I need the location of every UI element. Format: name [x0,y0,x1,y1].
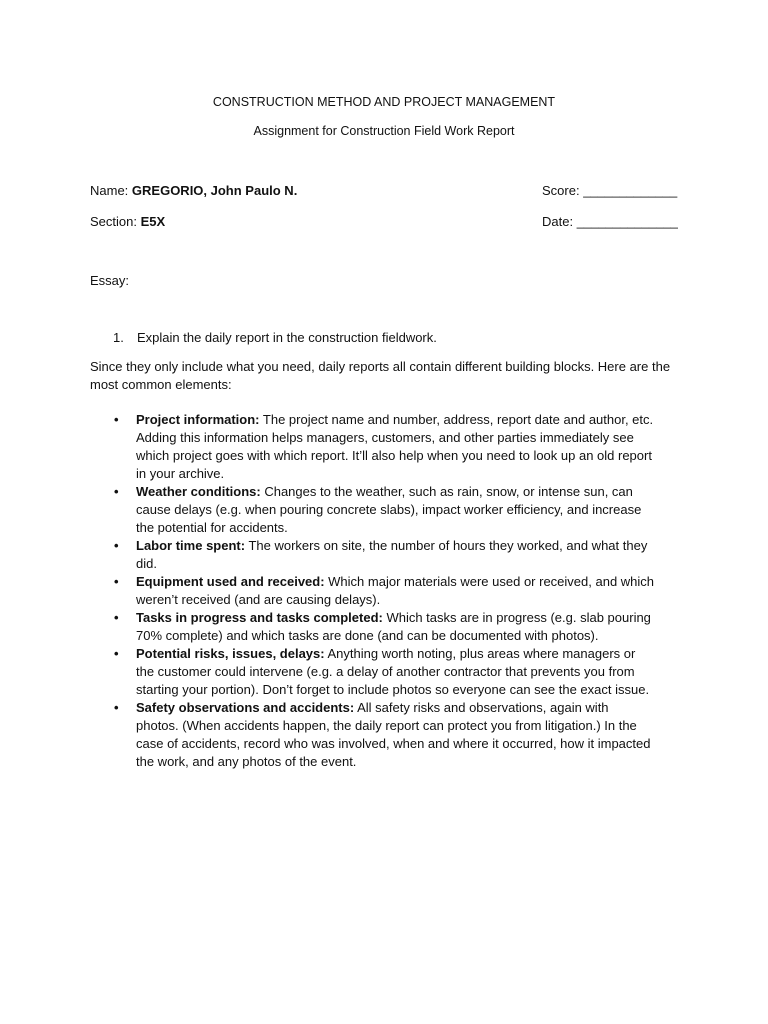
name-label: Name: [90,183,132,198]
section-field [90,213,165,231]
document-subtitle: Assignment for Construction Field Work Report [253,124,515,138]
bullet-icon: • [114,646,119,661]
document-title: CONSTRUCTION METHOD AND PROJECT MANAGEMENT [212,95,556,109]
list-item [114,483,654,537]
question-number: 1. [113,330,124,345]
item-text: All safety risks and observations, again with photos. (When accidents happen, the daily report can protect you from litigation.) In the case of accidents, record who was involved, when and where it occurred, how it impacted the work, and any photos of the event. [136,700,651,769]
item-text: The workers on site, the number of hours they worked, and what they did. [136,538,648,571]
item-heading: Safety observations and accidents: [136,700,355,715]
bullet-icon: • [114,700,119,715]
bullet-icon: • [114,484,119,499]
name-field [90,182,297,200]
item-text: The project name and number, address, report date and author, etc. Adding this information helps managers, customers, and other parties immediately see which project goes with which report. It’ll also help when you need to look up an old report in your archive. [136,412,654,481]
score-label: Score: [542,183,584,198]
list-item [114,699,654,771]
item-text: Anything worth noting, plus areas where managers or the customer could intervene (e.g. a delay of another contractor that prevents you from starting your portion). Don’t forget to include photos so everyone can see the exact issue. [136,646,650,697]
bullet-icon: • [114,538,119,553]
list-item [114,537,654,573]
item-heading: Weather conditions: [136,484,261,499]
date-field [542,213,678,231]
score-field [542,182,677,200]
bullet-icon: • [114,574,119,589]
bullet-icon: • [114,412,119,427]
bullet-icon: • [114,610,119,625]
item-text: Changes to the weather, such as rain, snow, or intense sun, can cause delays (e.g. when pouring concrete slabs), impact worker efficiency, and increase the potential for accidents. [136,484,642,535]
list-item [114,609,654,645]
date-blank: ______________ [576,214,678,229]
section-value: E5X [140,214,166,229]
list-item [114,645,654,699]
question-item [113,329,673,347]
name-value: GREGORIO, John Paulo N. [131,183,298,198]
item-heading: Tasks in progress and tasks completed: [136,610,383,625]
score-blank: _____________ [583,183,678,198]
list-item [114,573,654,609]
item-heading: Potential risks, issues, delays: [136,646,325,661]
item-heading: Project information: [136,412,260,427]
intro-paragraph: Since they only include what you need, daily reports all contain different building blocks. Here are the most common elements: [90,359,671,392]
essay-label: Essay: [90,273,130,288]
item-text: Which major materials were used or received, and which weren’t received (and are causing delays). [136,574,655,607]
question-text: Explain the daily report in the construction fieldwork. [137,330,437,345]
list-item [114,411,654,483]
date-label: Date: [542,214,577,229]
item-heading: Labor time spent: [136,538,246,553]
item-text: Which tasks are in progress (e.g. slab pouring 70% complete) and which tasks are done (and can be documented with photos). [136,610,651,643]
section-label: Section: [90,214,141,229]
elements-list [114,411,654,771]
item-heading: Equipment used and received: [136,574,325,589]
